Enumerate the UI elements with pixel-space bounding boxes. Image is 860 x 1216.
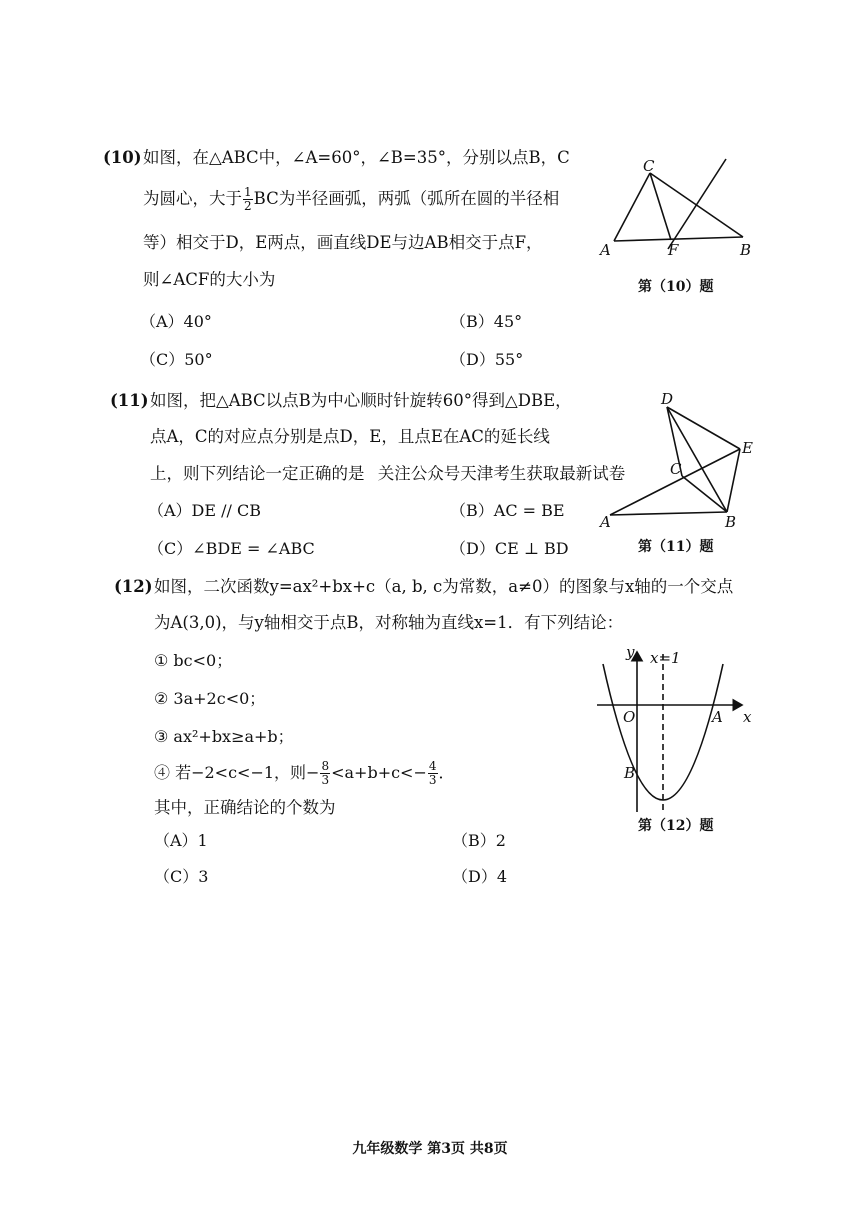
- q11-option-b: （B）AC = BE: [450, 501, 565, 520]
- q12-c4-b: <a+b+c<−: [331, 763, 427, 782]
- q12-line2: 为A(3,0)，与y轴相交于点B，对称轴为直线x=1．有下列结论：: [154, 613, 624, 632]
- q10-line1: 如图，在△ABC中，∠A=60°，∠B=35°，分别以点B，C: [143, 148, 570, 167]
- page-footer: 九年级数学 第3页 共8页: [352, 1141, 508, 1157]
- q10-line2-a: 为圆心，大于: [143, 189, 242, 208]
- q10-frac-den: 2: [244, 199, 252, 213]
- q12-option-d: （D）4: [452, 867, 508, 886]
- q12-conclusion-4: [154, 760, 455, 787]
- q10-option-c: （C）50°: [140, 350, 213, 369]
- q11-option-a: （A）DE // CB: [148, 501, 262, 520]
- q12-label-o: O: [623, 708, 636, 726]
- q12-label-x: x: [743, 708, 752, 726]
- q11-line1: 如图，把△ABC以点B为中心顺时针旋转60°得到△DBE，: [150, 391, 572, 410]
- q12-line1: 如图，二次函数y=ax²+bx+c（a, b, c为常数，a≠0）的图象与x轴的一个交点: [154, 577, 734, 596]
- q12-figure-caption: 第（12）题: [638, 818, 714, 834]
- q10-option-b: （B）45°: [450, 312, 523, 331]
- q11-label-c: C: [670, 460, 682, 478]
- q10-line2-b: BC为半径画弧，两弧（弧所在圆的半径相: [253, 189, 560, 208]
- q12-conclusion-3: ③ ax²+bx≥a+b；: [154, 727, 294, 746]
- q10-label-a: A: [600, 241, 611, 259]
- q11-figure-caption: 第（11）题: [638, 539, 714, 555]
- q12-conclusion-2: ② 3a+2c<0；: [154, 689, 266, 708]
- q12-c4-frac2-den: 3: [428, 773, 437, 787]
- q12-c4-frac1: [320, 760, 330, 787]
- q11-watermark: 关注公众号天津考生获取最新试卷: [377, 464, 626, 483]
- q10-line2: [143, 186, 559, 213]
- q11-line3-text: 上，则下列结论一定正确的是: [150, 464, 365, 483]
- q11-label-d: D: [661, 390, 674, 408]
- q11-label-a: A: [600, 513, 611, 531]
- q12-c4-frac1-num: 8: [321, 759, 330, 773]
- q11-label-b: B: [725, 513, 737, 531]
- q12-conclusion-1: ① bc<0；: [154, 651, 233, 670]
- q10-option-d: （D）55°: [450, 350, 524, 369]
- q12-label-b: B: [624, 764, 636, 782]
- q11-option-d: （D）CE ⊥ BD: [450, 539, 569, 558]
- q12-c4-frac2-num: 4: [428, 759, 437, 773]
- q12-option-c: （C）3: [154, 867, 209, 886]
- q10-frac-num: 1: [244, 185, 252, 199]
- q10-line3: 等）相交于D，E两点，画直线DE与边AB相交于点F，: [143, 233, 543, 252]
- q12-label-y: y: [626, 643, 635, 661]
- q11-label-e: E: [742, 439, 753, 457]
- q12-option-b: （B）2: [452, 831, 506, 850]
- q10-line4: 则∠ACF的大小为: [143, 270, 276, 289]
- q12-c4-frac1-den: 3: [321, 773, 330, 787]
- q10-label-f: F: [668, 241, 679, 259]
- q12-c4-a: ④ 若−2<c<−1，则−: [154, 763, 320, 782]
- q12-parabola: [603, 664, 723, 800]
- q12-option-a: （A）1: [154, 831, 208, 850]
- q10-number: (10): [103, 148, 142, 167]
- q11-line3: [150, 463, 625, 485]
- q12-number: (12): [114, 577, 153, 596]
- q11-line2: 点A，C的对应点分别是点D，E，且点E在AC的延长线: [150, 427, 550, 446]
- q10-figure-caption: 第（10）题: [638, 279, 714, 295]
- q11-number: (11): [110, 391, 149, 410]
- q12-c4-c: ．: [438, 763, 455, 782]
- q12-conclusion-prompt: 其中，正确结论的个数为: [154, 798, 336, 817]
- q12-c4-frac2: [428, 760, 438, 787]
- q12-label-axis: x=1: [650, 649, 681, 667]
- q10-label-b: B: [740, 241, 752, 259]
- q10-option-a: （A）40°: [140, 312, 212, 331]
- q10-fraction: [243, 186, 253, 213]
- q11-option-c: （C）∠BDE = ∠ABC: [148, 539, 315, 558]
- q10-label-c: C: [643, 157, 655, 175]
- q12-label-a: A: [712, 708, 723, 726]
